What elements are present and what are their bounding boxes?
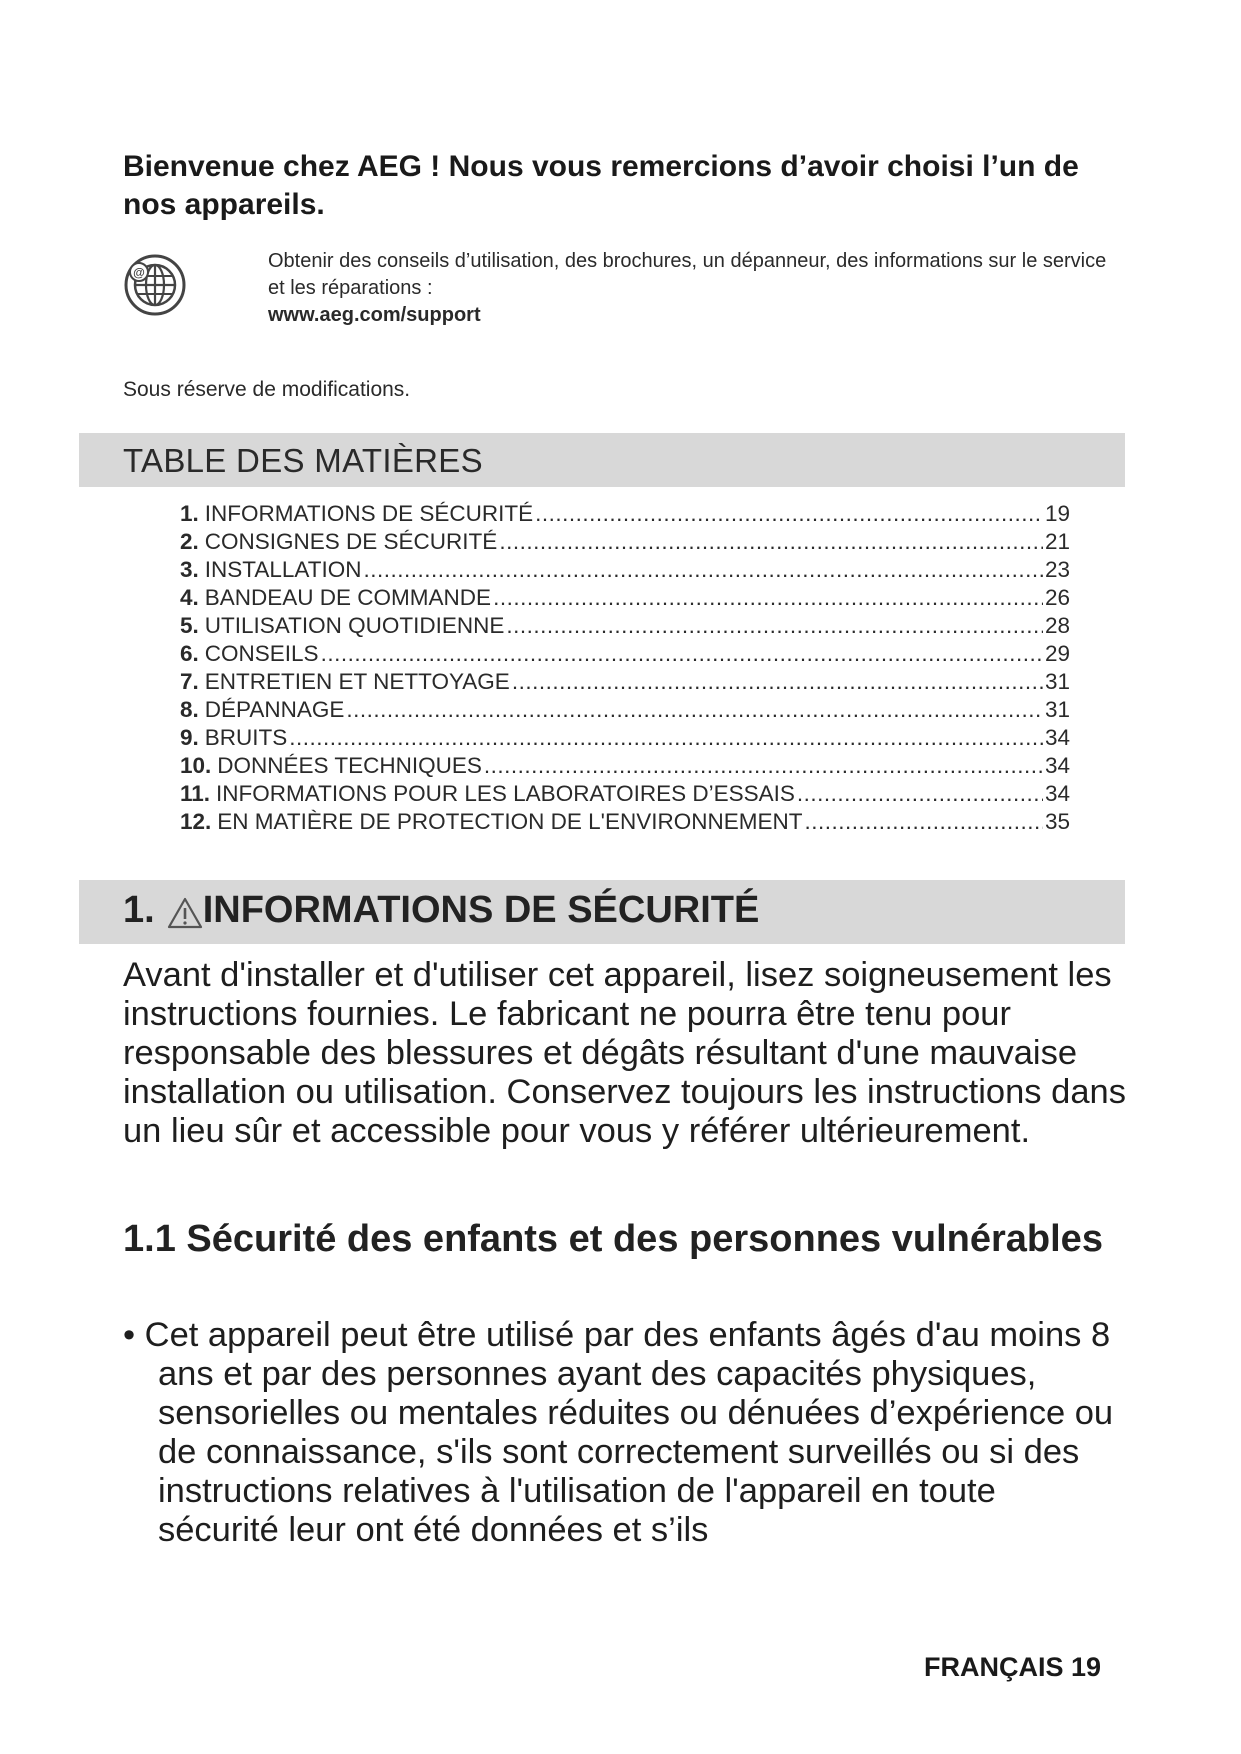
toc-item[interactable] [180,500,1070,528]
toc-item-label: DONNÉES TECHNIQUES [217,753,482,778]
toc-item-number: 4. [180,585,199,610]
toc-item-label: INSTALLATION [204,557,362,582]
toc-leader [484,752,1043,780]
toc-item-number: 5. [180,613,199,638]
toc-item-page: 31 [1044,669,1070,694]
support-link[interactable]: www.aeg.com/support [268,304,481,326]
toc-item-number: 3. [180,557,199,582]
toc-item-number: 9. [180,725,199,750]
toc-item-number: 1. [180,501,199,526]
toc-leader [512,668,1043,696]
toc-leader [346,696,1043,724]
toc-item-page: 35 [1044,809,1070,834]
section-number: 1. [123,889,155,931]
toc-leader [321,640,1043,668]
welcome-heading: Bienvenue chez AEG ! Nous vous remercions d’avoir choisi l’un de nos appareils. [123,150,1079,221]
support-info [268,248,1128,329]
toc-item[interactable] [180,612,1070,640]
toc-leader [493,584,1043,612]
reserve-notice: Sous réserve de modifications. [123,378,411,401]
toc-item-label: BANDEAU DE COMMANDE [204,585,492,610]
toc-item-page: 21 [1044,529,1070,554]
svg-text:@: @ [133,265,145,280]
toc-leader [506,612,1043,640]
toc-item-label: BRUITS [204,725,288,750]
toc-item-page: 34 [1044,781,1070,806]
toc-leader [797,780,1043,808]
toc-item-number: 6. [180,641,199,666]
toc-item-label: CONSIGNES DE SÉCURITÉ [204,529,498,554]
toc-item-number: 7. [180,669,199,694]
toc-item[interactable] [180,696,1070,724]
toc-item-page: 29 [1044,641,1070,666]
toc-item-label: EN MATIÈRE DE PROTECTION DE L'ENVIRONNEMENT [217,809,803,834]
subsection-heading: 1.1 Sécurité des enfants et des personnes vulnérables [123,1218,1103,1260]
toc-leader [804,808,1043,836]
toc-leader [289,724,1043,752]
toc-leader [363,556,1043,584]
toc-item[interactable] [180,780,1070,808]
toc-item[interactable] [180,640,1070,668]
toc-item-page: 19 [1044,501,1070,526]
toc-leader [499,528,1043,556]
toc-item[interactable] [180,668,1070,696]
bullet-paragraph: • Cet appareil peut être utilisé par des enfants âgés d'au moins 8 ans et par des personnes ayant des capacités physiques, sensorielles ou mentales réduites ou dénuées d’expérience ou de connaissance, s'ils sont correctement surveillés ou si des instructions relatives à l'utilisation de l'appareil en toute sécurité leur ont été données et s’ils [123,1316,1114,1549]
toc-item[interactable] [180,556,1070,584]
toc-item-page: 28 [1044,613,1070,638]
toc-item[interactable] [180,528,1070,556]
toc-item-page: 23 [1044,557,1070,582]
toc-item-number: 2. [180,529,199,554]
toc-item-number: 10. [180,753,212,778]
toc-item-label: DÉPANNAGE [204,697,345,722]
toc-item[interactable] [180,584,1070,612]
support-description: Obtenir des conseils d’utilisation, des brochures, un dépanneur, des informations sur le service et les réparations : [268,250,1107,299]
toc-leader [535,500,1043,528]
section-title: INFORMATIONS DE SÉCURITÉ [202,889,760,931]
warning-icon [167,897,203,929]
toc-item-number: 8. [180,697,199,722]
section-intro-paragraph: Avant d'installer et d'utiliser cet appareil, lisez soigneusement les instructions fournies. Le fabricant ne pourra être tenu pour responsable des blessures et dégâts résultant d'une mauvaise installation ou utilisation. Conservez toujours les instructions dans un lieu sûr et accessible pour vous y référer ultérieurement. [123,956,1126,1150]
toc-item-label: INFORMATIONS DE SÉCURITÉ [204,501,534,526]
toc-item-label: CONSEILS [204,641,319,666]
globe-at-icon [122,252,188,318]
toc-item[interactable] [180,752,1070,780]
toc-list [180,500,1070,836]
page-footer: FRANÇAIS 19 [923,1652,1101,1682]
toc-item-label: UTILISATION QUOTIDIENNE [204,613,505,638]
toc-item-label: INFORMATIONS POUR LES LABORATOIRES D’ESSAIS [216,781,795,806]
toc-item-page: 31 [1044,697,1070,722]
toc-item-number: 11. [180,781,211,806]
toc-item-page: 34 [1044,725,1070,750]
toc-item-number: 12. [180,809,212,834]
toc-item[interactable] [180,808,1070,836]
toc-item[interactable] [180,724,1070,752]
toc-item-page: 34 [1044,753,1070,778]
toc-title: TABLE DES MATIÈRES [123,442,483,479]
toc-item-page: 26 [1044,585,1070,610]
section-heading [123,889,759,932]
toc-item-label: ENTRETIEN ET NETTOYAGE [204,669,510,694]
